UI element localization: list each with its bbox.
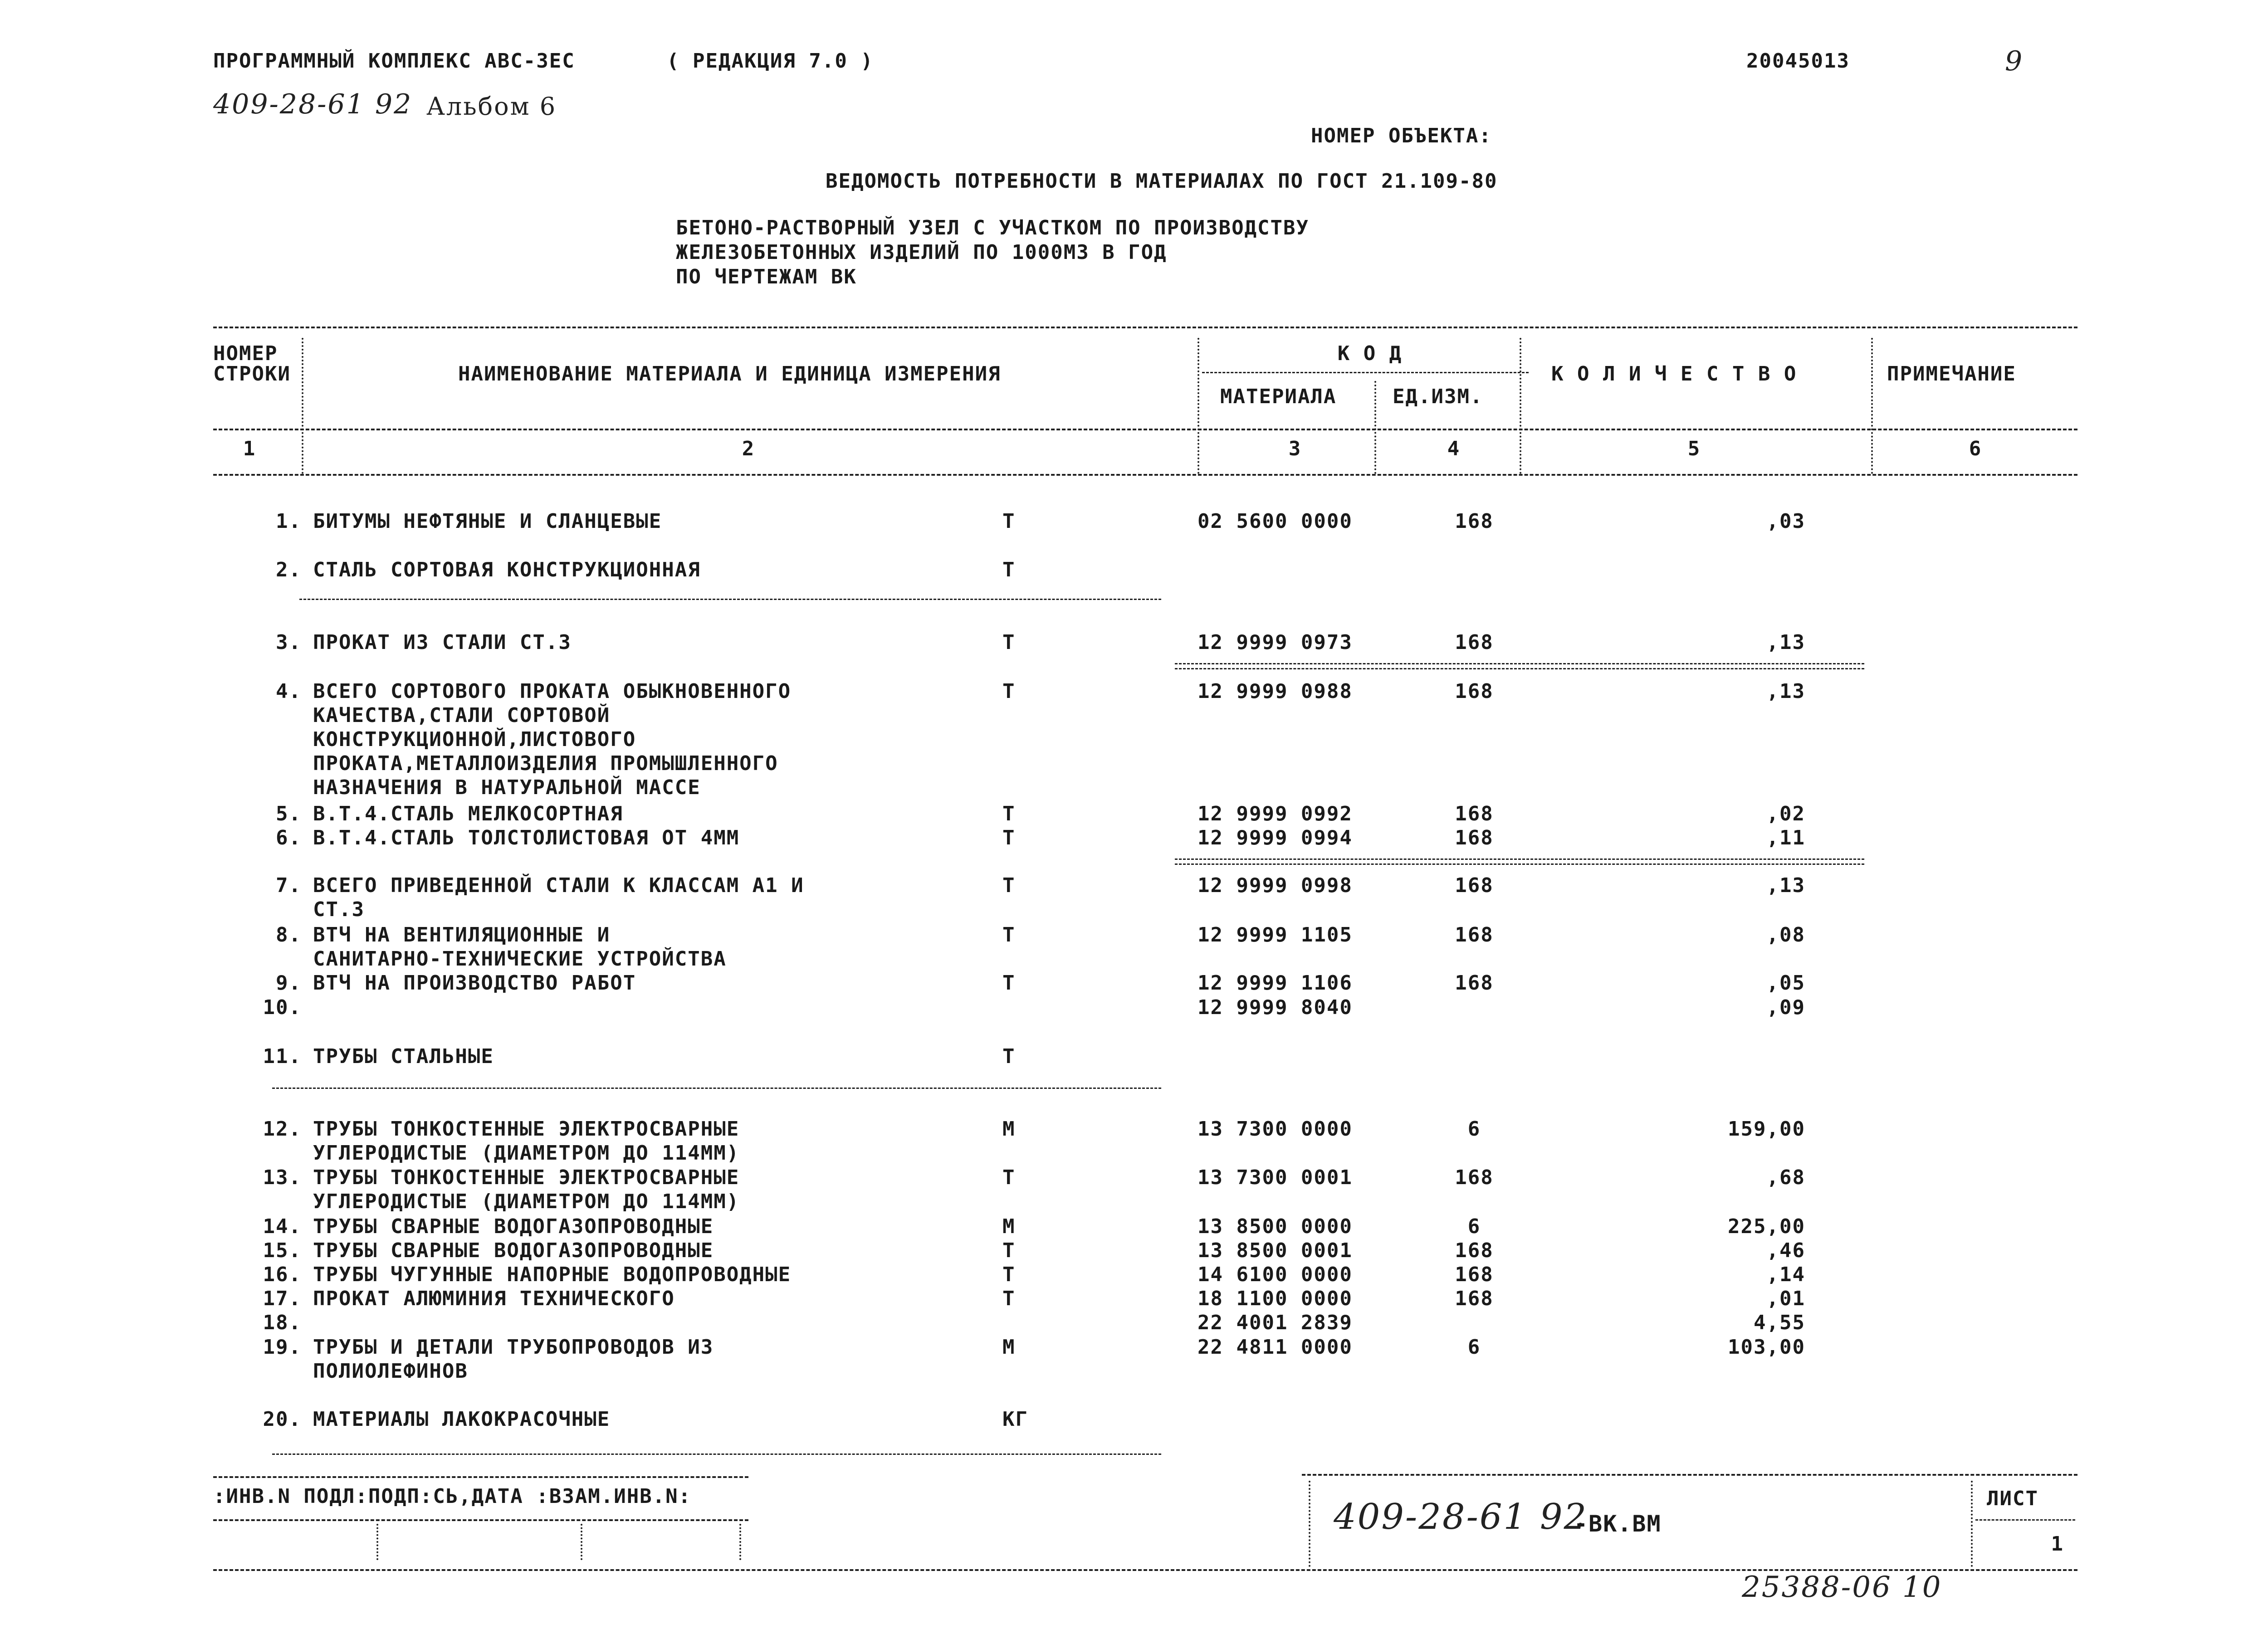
program-name: ПРОГРАММНЫЙ КОМПЛЕКС АВС-ЗЕС bbox=[213, 49, 575, 73]
material-code: 02 5600 0000 bbox=[1198, 510, 1353, 533]
unit-code: 168 bbox=[1455, 1166, 1494, 1189]
unit: Т bbox=[1002, 558, 1016, 581]
row-number: 14. bbox=[263, 1215, 302, 1238]
material-name-line: МАТЕРИАЛЫ ЛАКОКРАСОЧНЫЕ bbox=[313, 1408, 611, 1431]
row-number: 20. bbox=[263, 1408, 302, 1431]
material-name-line: ТРУБЫ ЧУГУННЫЕ НАПОРНЫЕ ВОДОПРОВОДНЫЕ bbox=[313, 1263, 792, 1286]
unit-code: 168 bbox=[1455, 1287, 1494, 1310]
quantity: 4,55 bbox=[1754, 1311, 1805, 1334]
row-number: 9. bbox=[276, 971, 302, 995]
title-block-top-rule bbox=[1302, 1474, 2077, 1476]
section-rule bbox=[272, 1454, 1161, 1455]
stamp-divider bbox=[376, 1524, 378, 1560]
stamp-top-rule bbox=[213, 1476, 748, 1478]
quantity: ,13 bbox=[1766, 680, 1805, 703]
unit: Т bbox=[1002, 971, 1016, 995]
material-name-line: В.Т.4.СТАЛЬ ТОЛСТОЛИСТОВАЯ ОТ 4ММ bbox=[313, 826, 740, 849]
material-code: 12 9999 1106 bbox=[1198, 971, 1353, 995]
material-name-line: КАЧЕСТВА,СТАЛИ СОРТОВОЙ bbox=[313, 704, 611, 727]
subtotal-rule bbox=[1175, 663, 1864, 669]
material-name-line: СТ.3 bbox=[313, 898, 365, 921]
col-num-2: 2 bbox=[742, 437, 755, 460]
unit: Т bbox=[1002, 874, 1016, 897]
col-num-5: 5 bbox=[1687, 437, 1701, 460]
row-number: 2. bbox=[276, 558, 302, 581]
material-name-line: ВСЕГО ПРИВЕДЕННОЙ СТАЛИ К КЛАССАМ А1 И bbox=[313, 874, 804, 897]
col-divider bbox=[302, 338, 303, 474]
material-code: 13 7300 0000 bbox=[1198, 1117, 1353, 1141]
col-divider bbox=[1198, 338, 1199, 474]
title-block-left-edge bbox=[1309, 1481, 1310, 1567]
col-divider bbox=[1374, 381, 1376, 474]
col-num-3: 3 bbox=[1288, 437, 1302, 460]
edition: ( РЕДАКЦИЯ 7.0 ) bbox=[667, 49, 874, 73]
col-name-header: НАИМЕНОВАНИЕ МАТЕРИАЛА И ЕДИНИЦА ИЗМЕРЕНИЯ bbox=[458, 362, 1001, 385]
unit: М bbox=[1002, 1215, 1016, 1238]
row-number: 19. bbox=[263, 1336, 302, 1359]
material-code: 12 9999 8040 bbox=[1198, 996, 1353, 1019]
material-name-line: УГЛЕРОДИСТЫЕ (ДИАМЕТРОМ ДО 114ММ) bbox=[313, 1190, 740, 1213]
row-number: 3. bbox=[276, 631, 302, 654]
section-rule bbox=[299, 599, 1161, 600]
subtitle-line-2: ЖЕЛЕЗОБЕТОННЫХ ИЗДЕЛИЙ ПО 1000М3 В ГОД bbox=[676, 241, 1167, 264]
unit-code: 168 bbox=[1455, 680, 1494, 703]
quantity: 159,00 bbox=[1728, 1117, 1805, 1141]
material-code: 12 9999 0973 bbox=[1198, 631, 1353, 654]
material-name-line: БИТУМЫ НЕФТЯНЫЕ И СЛАНЦЕВЫЕ bbox=[313, 510, 662, 533]
quantity: ,01 bbox=[1766, 1287, 1805, 1310]
col-unit-code-header: ЕД.ИЗМ. bbox=[1393, 385, 1483, 408]
archive-number: 25388-06 10 bbox=[1742, 1571, 1942, 1604]
unit: М bbox=[1002, 1336, 1016, 1359]
material-code: 13 7300 0001 bbox=[1198, 1166, 1353, 1189]
material-name-line: ПРОКАТ ИЗ СТАЛИ СТ.3 bbox=[313, 631, 572, 654]
stamp-mid-rule bbox=[213, 1519, 748, 1521]
unit: Т bbox=[1002, 1045, 1016, 1068]
col-code-header: К О Д bbox=[1337, 342, 1403, 365]
material-code: 14 6100 0000 bbox=[1198, 1263, 1353, 1286]
quantity: ,13 bbox=[1766, 631, 1805, 654]
unit: Т bbox=[1002, 1287, 1016, 1310]
sheet-label: ЛИСТ bbox=[1987, 1487, 2038, 1510]
sheet-number: 1 bbox=[2051, 1532, 2064, 1556]
stamp-labels: :ИНВ.N ПОДЛ:ПОДП:СЬ,ДАТА :ВЗАМ.ИНВ.N: bbox=[213, 1485, 692, 1508]
unit-code: 168 bbox=[1455, 874, 1494, 897]
material-name-line: ПОЛИОЛЕФИНОВ bbox=[313, 1360, 468, 1383]
unit-code: 168 bbox=[1455, 802, 1494, 825]
quantity: ,03 bbox=[1766, 510, 1805, 533]
material-name-line: В.Т.4.СТАЛЬ МЕЛКОСОРТНАЯ bbox=[313, 802, 623, 825]
col-num-6: 6 bbox=[1969, 437, 1982, 460]
material-code: 12 9999 0994 bbox=[1198, 826, 1353, 849]
material-name-line: САНИТАРНО-ТЕХНИЧЕСКИЕ УСТРОЙСТВА bbox=[313, 947, 727, 971]
object-number: НОМЕР ОБЪЕКТА: bbox=[1311, 124, 1492, 147]
subtitle-line-1: БЕТОНО-РАСТВОРНЫЙ УЗЕЛ С УЧАСТКОМ ПО ПРОИЗВОДСТВУ bbox=[676, 216, 1310, 239]
row-number: 4. bbox=[276, 680, 302, 703]
row-number: 13. bbox=[263, 1166, 302, 1189]
material-name-line: ВСЕГО СОРТОВОГО ПРОКАТА ОБЫКНОВЕННОГО bbox=[313, 680, 792, 703]
row-number: 18. bbox=[263, 1311, 302, 1334]
material-name-line: ТРУБЫ СВАРНЫЕ ВОДОГАЗОПРОВОДНЫЕ bbox=[313, 1239, 714, 1262]
unit-code: 168 bbox=[1455, 1263, 1494, 1286]
row-number: 11. bbox=[263, 1045, 302, 1068]
section-rule bbox=[272, 1088, 1161, 1089]
subtitle-line-3: ПО ЧЕРТЕЖАМ ВК bbox=[676, 265, 857, 288]
unit-code: 168 bbox=[1455, 1239, 1494, 1262]
quantity: 225,00 bbox=[1728, 1215, 1805, 1238]
material-name-line: УГЛЕРОДИСТЫЕ (ДИАМЕТРОМ ДО 114ММ) bbox=[313, 1141, 740, 1165]
unit-code: 168 bbox=[1455, 826, 1494, 849]
unit: Т bbox=[1002, 826, 1016, 849]
material-code: 12 9999 1105 bbox=[1198, 923, 1353, 946]
row-number: 6. bbox=[276, 826, 302, 849]
col-divider bbox=[1871, 338, 1873, 474]
unit-code: 6 bbox=[1467, 1215, 1481, 1238]
unit-code: 6 bbox=[1467, 1336, 1481, 1359]
code-sub-rule bbox=[1202, 372, 1529, 373]
material-name-line: ТРУБЫ ТОНКОСТЕННЫЕ ЭЛЕКТРОСВАРНЫЕ bbox=[313, 1166, 740, 1189]
col-divider bbox=[1520, 338, 1521, 474]
row-number: 17. bbox=[263, 1287, 302, 1310]
unit: Т bbox=[1002, 1263, 1016, 1286]
unit-code: 168 bbox=[1455, 510, 1494, 533]
material-name-line: ПРОКАТА,МЕТАЛЛОИЗДЕЛИЯ ПРОМЫШЛЕННОГО bbox=[313, 752, 778, 775]
unit-code: 168 bbox=[1455, 631, 1494, 654]
col-material-code-header: МАТЕРИАЛА bbox=[1220, 385, 1337, 408]
unit: Т bbox=[1002, 1239, 1016, 1262]
album-label: Альбом 6 bbox=[426, 92, 557, 121]
material-code: 13 8500 0000 bbox=[1198, 1215, 1353, 1238]
quantity: ,46 bbox=[1766, 1239, 1805, 1262]
material-name-line: ВТЧ НА ВЕНТИЛЯЦИОННЫЕ И bbox=[313, 923, 611, 946]
quantity: ,14 bbox=[1766, 1263, 1805, 1286]
quantity: ,05 bbox=[1766, 971, 1805, 995]
doc-designation: 409-28-61 92 bbox=[1334, 1497, 1588, 1537]
row-number: 12. bbox=[263, 1117, 302, 1141]
unit: КГ bbox=[1002, 1408, 1028, 1431]
quantity: ,02 bbox=[1766, 802, 1805, 825]
row-number: 1. bbox=[276, 510, 302, 533]
stamp-divider bbox=[739, 1524, 741, 1560]
quantity: ,11 bbox=[1766, 826, 1805, 849]
col-num-1: 1 bbox=[243, 437, 256, 460]
sheet-box-rule bbox=[1975, 1519, 2075, 1521]
col-note-header: ПРИМЕЧАНИЕ bbox=[1887, 362, 2016, 385]
col-row-no-label-1: НОМЕР bbox=[213, 342, 278, 365]
material-code: 22 4811 0000 bbox=[1198, 1336, 1353, 1359]
unit-code: 168 bbox=[1455, 971, 1494, 995]
unit-code: 6 bbox=[1467, 1117, 1481, 1141]
unit: Т bbox=[1002, 631, 1016, 654]
material-name-line: ВТЧ НА ПРОИЗВОДСТВО РАБОТ bbox=[313, 971, 636, 995]
unit: Т bbox=[1002, 802, 1016, 825]
material-name-line: ПРОКАТ АЛЮМИНИЯ ТЕХНИЧЕСКОГО bbox=[313, 1287, 675, 1310]
material-name-line: ТРУБЫ ТОНКОСТЕННЫЕ ЭЛЕКТРОСВАРНЫЕ bbox=[313, 1117, 740, 1141]
quantity: ,09 bbox=[1766, 996, 1805, 1019]
row-number: 5. bbox=[276, 802, 302, 825]
col-num-4: 4 bbox=[1447, 437, 1461, 460]
quantity: ,13 bbox=[1766, 874, 1805, 897]
col-quantity-header: К О Л И Ч Е С Т В О bbox=[1551, 362, 1797, 385]
material-name-line: ТРУБЫ СВАРНЫЕ ВОДОГАЗОПРОВОДНЫЕ bbox=[313, 1215, 714, 1238]
album-number: 409-28-61 92 bbox=[213, 88, 413, 120]
quantity: ,68 bbox=[1766, 1166, 1805, 1189]
row-number: 15. bbox=[263, 1239, 302, 1262]
unit: Т bbox=[1002, 680, 1016, 703]
material-name-line: ТРУБЫ СТАЛЬНЫЕ bbox=[313, 1045, 494, 1068]
material-code: 12 9999 0988 bbox=[1198, 680, 1353, 703]
table-top-rule bbox=[213, 327, 2077, 328]
col-row-no-label-2: СТРОКИ bbox=[213, 362, 291, 385]
sheet-box-divider bbox=[1971, 1481, 1973, 1567]
material-name-line: СТАЛЬ СОРТОВАЯ КОНСТРУКЦИОННАЯ bbox=[313, 558, 701, 581]
material-name-line: КОНСТРУКЦИОННОЙ,ЛИСТОВОГО bbox=[313, 728, 636, 751]
subtotal-rule bbox=[1175, 858, 1864, 865]
material-code: 18 1100 0000 bbox=[1198, 1287, 1353, 1310]
material-code: 12 9999 0998 bbox=[1198, 874, 1353, 897]
stamp-divider bbox=[581, 1524, 582, 1560]
unit: Т bbox=[1002, 510, 1016, 533]
unit-code: 168 bbox=[1455, 923, 1494, 946]
header-bottom-rule bbox=[213, 429, 2077, 430]
row-number: 8. bbox=[276, 923, 302, 946]
quantity: ,08 bbox=[1766, 923, 1805, 946]
numbering-bottom-rule bbox=[213, 474, 2077, 476]
row-number: 16. bbox=[263, 1263, 302, 1286]
row-number: 7. bbox=[276, 874, 302, 897]
row-number: 10. bbox=[263, 996, 302, 1019]
unit: Т bbox=[1002, 923, 1016, 946]
material-name-line: НАЗНАЧЕНИЯ В НАТУРАЛЬНОЙ МАССЕ bbox=[313, 776, 701, 799]
unit: М bbox=[1002, 1117, 1016, 1141]
page-number: 9 bbox=[2005, 45, 2024, 77]
quantity: 103,00 bbox=[1728, 1336, 1805, 1359]
doc-designation-suffix: -ВК.ВМ bbox=[1574, 1511, 1662, 1537]
material-name-line: ТРУБЫ И ДЕТАЛИ ТРУБОПРОВОДОВ ИЗ bbox=[313, 1336, 714, 1359]
material-code: 13 8500 0001 bbox=[1198, 1239, 1353, 1262]
material-code: 22 4001 2839 bbox=[1198, 1311, 1353, 1334]
statement-title: ВЕДОМОСТЬ ПОТРЕБНОСТИ В МАТЕРИАЛАХ ПО ГОСТ 21.109-80 bbox=[826, 170, 1498, 193]
material-code: 12 9999 0992 bbox=[1198, 802, 1353, 825]
unit: Т bbox=[1002, 1166, 1016, 1189]
doc-code: 20045013 bbox=[1746, 49, 1850, 73]
